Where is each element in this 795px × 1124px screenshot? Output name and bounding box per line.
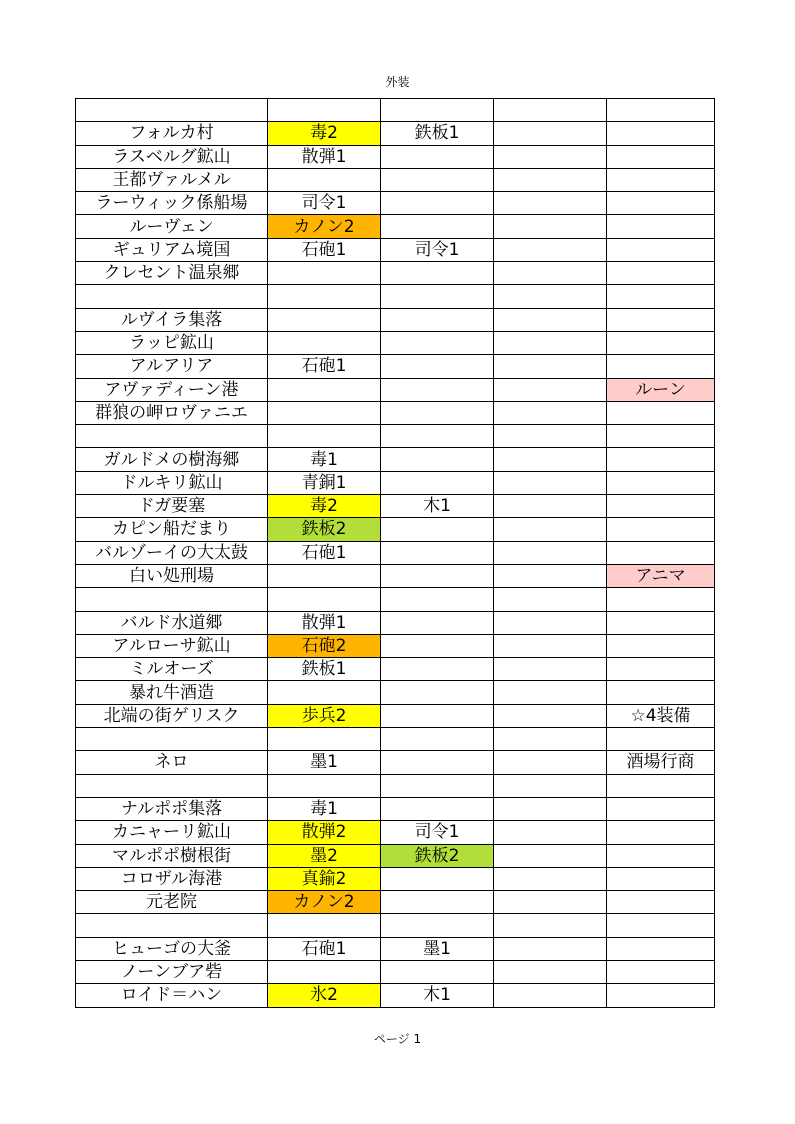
material-cell <box>494 844 607 867</box>
material-cell <box>268 914 381 937</box>
material-cell <box>268 774 381 797</box>
material-cell <box>494 425 607 448</box>
material-cell: 石砲1 <box>268 541 381 564</box>
table-row <box>76 588 715 611</box>
table-row <box>76 867 715 890</box>
material-cell <box>381 331 494 354</box>
material-cell: 酒場行商 <box>607 751 715 774</box>
material-cell: 毒2 <box>268 122 381 145</box>
material-cell: 散弾1 <box>268 611 381 634</box>
material-cell <box>494 518 607 541</box>
material-cell <box>381 262 494 285</box>
table-row <box>76 984 715 1007</box>
material-cell <box>381 681 494 704</box>
material-cell: 石砲1 <box>268 355 381 378</box>
material-cell <box>607 285 715 308</box>
material-cell <box>494 774 607 797</box>
material-cell <box>381 471 494 494</box>
material-cell <box>268 285 381 308</box>
material-cell: 歩兵2 <box>268 704 381 727</box>
material-cell: 鉄板2 <box>268 518 381 541</box>
spreadsheet-table <box>75 98 715 1008</box>
material-cell <box>381 308 494 331</box>
material-cell <box>494 704 607 727</box>
location-cell: ノーンブア砦 <box>76 960 268 983</box>
table-row <box>76 215 715 238</box>
material-cell <box>494 145 607 168</box>
material-cell <box>494 891 607 914</box>
location-cell: ミルオーズ <box>76 658 268 681</box>
location-cell: ガルドメの樹海郷 <box>76 448 268 471</box>
material-cell <box>607 984 715 1007</box>
table-row <box>76 471 715 494</box>
table-row <box>76 914 715 937</box>
location-cell: ロイド＝ハン <box>76 984 268 1007</box>
material-cell <box>607 238 715 261</box>
material-cell: カノン2 <box>268 215 381 238</box>
table-row <box>76 681 715 704</box>
material-cell <box>381 378 494 401</box>
material-cell <box>268 728 381 751</box>
material-cell: 毒1 <box>268 448 381 471</box>
table-row <box>76 331 715 354</box>
material-cell <box>494 168 607 191</box>
material-cell <box>381 99 494 122</box>
table-row <box>76 891 715 914</box>
material-cell <box>607 425 715 448</box>
location-cell: 暴れ牛酒造 <box>76 681 268 704</box>
material-cell <box>494 867 607 890</box>
material-cell <box>607 262 715 285</box>
table-row <box>76 541 715 564</box>
material-cell: 毒1 <box>268 797 381 820</box>
location-cell <box>76 425 268 448</box>
material-cell <box>607 495 715 518</box>
material-cell <box>381 448 494 471</box>
page-header: 外装 <box>385 75 410 89</box>
material-cell <box>494 471 607 494</box>
material-cell <box>268 588 381 611</box>
table-row <box>76 262 715 285</box>
material-cell <box>494 308 607 331</box>
material-cell <box>607 192 715 215</box>
location-cell: ギュリアム境国 <box>76 238 268 261</box>
material-cell <box>268 331 381 354</box>
location-cell: ネロ <box>76 751 268 774</box>
material-cell <box>494 401 607 424</box>
location-cell: ラッピ鉱山 <box>76 331 268 354</box>
material-cell: 鉄板1 <box>381 122 494 145</box>
material-cell <box>494 238 607 261</box>
material-cell <box>494 448 607 471</box>
material-cell <box>381 797 494 820</box>
material-cell <box>607 774 715 797</box>
page-footer: ページ 1 <box>373 1032 422 1046</box>
material-cell <box>494 541 607 564</box>
material-cell: ☆4装備 <box>607 704 715 727</box>
location-cell <box>76 99 268 122</box>
material-cell <box>607 331 715 354</box>
material-cell <box>607 122 715 145</box>
material-cell <box>607 355 715 378</box>
location-cell: ラーウィック係船場 <box>76 192 268 215</box>
material-cell <box>494 821 607 844</box>
material-cell <box>494 331 607 354</box>
material-cell <box>381 774 494 797</box>
table-row <box>76 145 715 168</box>
table-row <box>76 634 715 657</box>
material-cell <box>607 541 715 564</box>
location-cell: 北端の街ゲリスク <box>76 704 268 727</box>
material-cell <box>494 634 607 657</box>
table-row <box>76 797 715 820</box>
material-cell <box>494 728 607 751</box>
material-cell <box>381 728 494 751</box>
location-cell <box>76 914 268 937</box>
material-cell <box>607 891 715 914</box>
table-row <box>76 238 715 261</box>
location-cell: 群狼の岬ロヴァニエ <box>76 401 268 424</box>
material-cell <box>268 401 381 424</box>
location-cell <box>76 774 268 797</box>
material-cell <box>607 658 715 681</box>
material-cell <box>381 611 494 634</box>
material-cell: 鉄板2 <box>381 844 494 867</box>
material-cell <box>381 355 494 378</box>
material-cell <box>494 588 607 611</box>
table-row <box>76 495 715 518</box>
material-cell: 司令1 <box>381 238 494 261</box>
material-cell <box>494 378 607 401</box>
material-cell <box>268 168 381 191</box>
table-row <box>76 285 715 308</box>
table-row <box>76 844 715 867</box>
material-cell <box>494 681 607 704</box>
table-row <box>76 355 715 378</box>
location-cell: コロザル海港 <box>76 867 268 890</box>
material-cell <box>607 914 715 937</box>
material-cell <box>607 611 715 634</box>
material-cell <box>268 308 381 331</box>
material-cell <box>607 937 715 960</box>
location-cell: アルアリア <box>76 355 268 378</box>
material-cell <box>494 192 607 215</box>
material-cell <box>381 285 494 308</box>
material-cell: 鉄板1 <box>268 658 381 681</box>
material-cell <box>607 728 715 751</box>
table-row <box>76 960 715 983</box>
material-cell <box>607 448 715 471</box>
material-cell <box>494 797 607 820</box>
material-cell <box>381 588 494 611</box>
material-cell: 墨1 <box>268 751 381 774</box>
material-cell: 石砲2 <box>268 634 381 657</box>
material-cell <box>607 634 715 657</box>
material-cell <box>268 960 381 983</box>
table-row <box>76 728 715 751</box>
table-row <box>76 518 715 541</box>
material-cell <box>607 821 715 844</box>
location-cell: ドルキリ鉱山 <box>76 471 268 494</box>
material-cell <box>381 751 494 774</box>
table-row <box>76 122 715 145</box>
material-cell <box>494 658 607 681</box>
location-cell: ヒューゴの大釜 <box>76 937 268 960</box>
location-cell: フォルカ村 <box>76 122 268 145</box>
table-row <box>76 937 715 960</box>
material-cell <box>381 215 494 238</box>
material-cell <box>268 378 381 401</box>
material-cell: 司令1 <box>381 821 494 844</box>
table-row <box>76 774 715 797</box>
table-row <box>76 658 715 681</box>
material-cell <box>381 425 494 448</box>
table-row <box>76 401 715 424</box>
material-cell <box>494 914 607 937</box>
material-cell: 墨1 <box>381 937 494 960</box>
material-cell <box>494 960 607 983</box>
material-cell: 石砲1 <box>268 238 381 261</box>
material-cell: 散弾1 <box>268 145 381 168</box>
material-cell <box>607 681 715 704</box>
material-cell <box>494 215 607 238</box>
table-row <box>76 448 715 471</box>
material-cell <box>381 192 494 215</box>
material-cell <box>381 960 494 983</box>
material-cell <box>268 425 381 448</box>
material-cell <box>607 518 715 541</box>
material-cell <box>607 168 715 191</box>
location-cell: ドガ要塞 <box>76 495 268 518</box>
material-cell: 真鍮2 <box>268 867 381 890</box>
material-cell <box>607 308 715 331</box>
table-row <box>76 611 715 634</box>
material-cell <box>381 541 494 564</box>
location-cell: アヴァディーン港 <box>76 378 268 401</box>
material-cell <box>381 168 494 191</box>
location-cell: ルーヴェン <box>76 215 268 238</box>
material-cell <box>381 518 494 541</box>
material-cell <box>381 891 494 914</box>
material-cell <box>494 495 607 518</box>
table-row <box>76 192 715 215</box>
location-cell: 元老院 <box>76 891 268 914</box>
material-cell <box>607 867 715 890</box>
material-cell <box>607 844 715 867</box>
material-cell: 司令1 <box>268 192 381 215</box>
material-cell: カノン2 <box>268 891 381 914</box>
material-cell <box>607 797 715 820</box>
location-cell: カニャーリ鉱山 <box>76 821 268 844</box>
material-cell: 墨2 <box>268 844 381 867</box>
material-cell <box>607 215 715 238</box>
material-cell <box>381 634 494 657</box>
material-cell <box>607 145 715 168</box>
material-cell: 散弾2 <box>268 821 381 844</box>
location-cell: アルローサ鉱山 <box>76 634 268 657</box>
location-cell: ナルポポ集落 <box>76 797 268 820</box>
material-cell <box>607 99 715 122</box>
material-cell <box>381 401 494 424</box>
material-cell <box>494 751 607 774</box>
location-cell: 王都ヴァルメル <box>76 168 268 191</box>
location-cell: バルゾーイの大太鼓 <box>76 541 268 564</box>
material-cell: 毒2 <box>268 495 381 518</box>
material-cell <box>494 285 607 308</box>
material-cell <box>381 867 494 890</box>
material-cell <box>607 471 715 494</box>
table-row <box>76 308 715 331</box>
table-row <box>76 378 715 401</box>
material-cell <box>268 262 381 285</box>
material-cell <box>494 984 607 1007</box>
material-cell <box>381 564 494 587</box>
table-row <box>76 99 715 122</box>
material-cell <box>381 914 494 937</box>
material-cell <box>381 145 494 168</box>
table-row <box>76 168 715 191</box>
table-row <box>76 425 715 448</box>
material-cell: 木1 <box>381 495 494 518</box>
material-cell: ルーン <box>607 378 715 401</box>
table-row <box>76 564 715 587</box>
table-row <box>76 821 715 844</box>
location-cell <box>76 285 268 308</box>
location-cell: バルド水道郷 <box>76 611 268 634</box>
material-cell <box>607 401 715 424</box>
material-cell <box>381 704 494 727</box>
material-cell <box>381 658 494 681</box>
location-cell: 白い処刑場 <box>76 564 268 587</box>
material-cell: 木1 <box>381 984 494 1007</box>
location-cell: マルポポ樹根街 <box>76 844 268 867</box>
material-cell: 氷2 <box>268 984 381 1007</box>
material-cell <box>494 122 607 145</box>
location-cell: ラスベルグ鉱山 <box>76 145 268 168</box>
material-cell: 石砲1 <box>268 937 381 960</box>
material-cell: アニマ <box>607 564 715 587</box>
location-cell <box>76 728 268 751</box>
material-cell <box>607 960 715 983</box>
table-row <box>76 704 715 727</box>
material-cell: 青銅1 <box>268 471 381 494</box>
material-cell <box>494 262 607 285</box>
location-cell <box>76 588 268 611</box>
material-cell <box>494 564 607 587</box>
material-cell <box>268 681 381 704</box>
material-cell <box>494 99 607 122</box>
material-cell <box>607 588 715 611</box>
table-row <box>76 751 715 774</box>
material-cell <box>268 99 381 122</box>
material-cell <box>494 355 607 378</box>
material-cell <box>494 611 607 634</box>
material-cell <box>268 564 381 587</box>
material-cell <box>494 937 607 960</box>
location-cell: ルヴイラ集落 <box>76 308 268 331</box>
location-cell: カピン船だまり <box>76 518 268 541</box>
location-cell: クレセント温泉郷 <box>76 262 268 285</box>
